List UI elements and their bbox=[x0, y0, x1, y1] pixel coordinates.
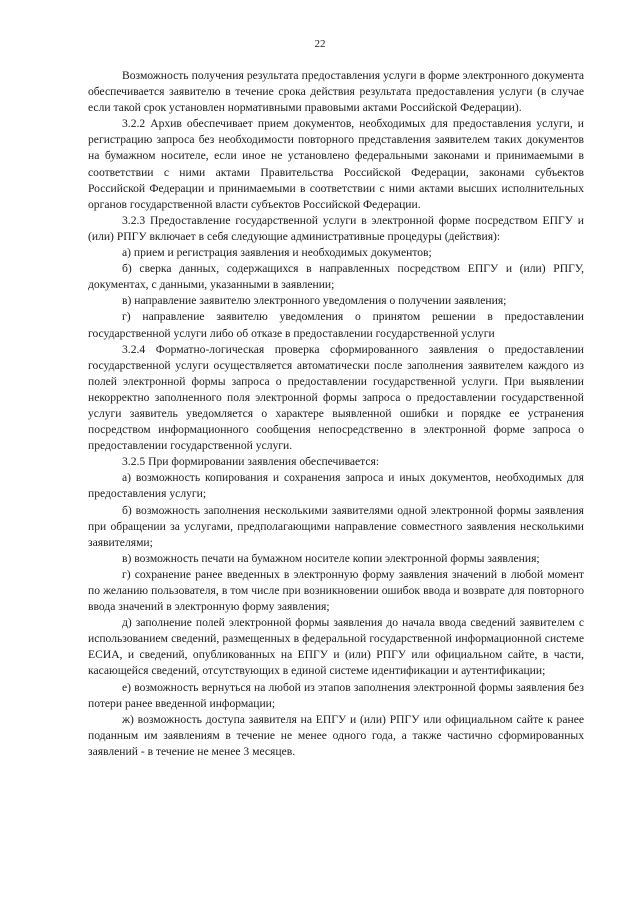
list-item-3-2-5-e: е) возможность вернуться на любой из этапов заполнения электронной формы заявления без потери ранее введенной информации; bbox=[88, 680, 584, 710]
page-number: 22 bbox=[314, 38, 326, 50]
list-item-3-2-3-v: в) направление заявителю электронного уведомления о получении заявления; bbox=[122, 294, 507, 308]
document-body bbox=[88, 68, 584, 760]
list-item-3-2-5-b: б) возможность заполнения несколькими заявителями одной электронной формы заявления при обращении за услугами, предполагающими направление совместного заявления несколькими заявителями; bbox=[88, 503, 584, 549]
list-item-3-2-5-zh: ж) возможность доступа заявителя на ЕПГУ и (или) РПГУ или официальном сайте к ранее поданным им заявлениям в течение не менее одного года, а также частично сформированных заявлений - в течение не менее 3 месяцев. bbox=[88, 712, 584, 758]
list-item-3-2-3-b: б) сверка данных, содержащихся в направленных посредством ЕПГУ и (или) РПГУ, документах, с данными, указанными в заявлении; bbox=[88, 262, 584, 292]
list-item-3-2-3-g: г) направление заявителю уведомления о принятом решении в предоставлении государственной услуги либо об отказе в предоставлении государственной услуги bbox=[88, 310, 584, 340]
paragraph-3-2-3: 3.2.3 Предоставление государственной услуги в электронной форме посредством ЕПГУ и (или) РПГУ включает в себя следующие административные процедуры (действия): bbox=[88, 213, 584, 243]
paragraph-3-2-2: 3.2.2 Архив обеспечивает прием документов, необходимых для предоставления услуги, и регистрацию запроса без необходимости повторного представления заявителем таких документов на бумажном носителе, если иное не установлено федеральными законами и принимаемыми в соответствии с ними актами Правительства Российской Федерации, законами субъектов Российской Федерации и принимаемыми в соответствии с ними актами высших исполнительных органов государственной власти субъектов Российской Федерации. bbox=[88, 117, 584, 211]
list-item-3-2-5-g: г) сохранение ранее введенных в электронную форму заявления значений в любой момент по желанию пользователя, в том числе при возникновении ошибок ввода и возврате для повторного ввода значений в электронную форму заявления; bbox=[88, 567, 584, 614]
list-item-3-2-5-d: д) заполнение полей электронной формы заявления до начала ввода сведений заявителем с использованием сведений, размещенных в федеральной государственной информационной системе ЕСИА, и сведений, опубликованных на ЕПГУ и (или) РПГУ или официальном сайте, в части, касающейся сведений, отсутствующих в единой системе идентификации и аутентификации; bbox=[88, 616, 584, 678]
paragraph-3-2-5: 3.2.5 При формировании заявления обеспечивается: bbox=[122, 455, 380, 469]
list-item-3-2-3-a: а) прием и регистрация заявления и необходимых документов; bbox=[122, 246, 432, 260]
list-item-3-2-5-a: а) возможность копирования и сохранения запроса и иных документов, необходимых для предоставления услуги; bbox=[88, 471, 584, 501]
list-item-3-2-5-v: в) возможность печати на бумажном носителе копии электронной формы заявления; bbox=[122, 551, 540, 565]
paragraph-3-2-4: 3.2.4 Форматно-логическая проверка сформированного заявления о предоставлении государственной услуги осуществляется автоматически после заполнения заявителем каждого из полей электронной формы запроса о предоставлении государственной услуги. При выявлении некорректно заполненного поля электронной формы запроса о предоставлении государственной услуги заявитель уведомляется о характере выявленной ошибки и порядке ее устранения посредством информационного сообщения непосредственно в электронной форме запроса о предоставлении государственной услуги. bbox=[88, 342, 584, 453]
paragraph-result-electronic: Возможность получения результата предоставления услуги в форме электронного документа обеспечивается заявителю в течение срока действия результата предоставления услуги (в случае если такой срок установлен нормативными правовыми актами Российской Федерации). bbox=[88, 69, 584, 115]
